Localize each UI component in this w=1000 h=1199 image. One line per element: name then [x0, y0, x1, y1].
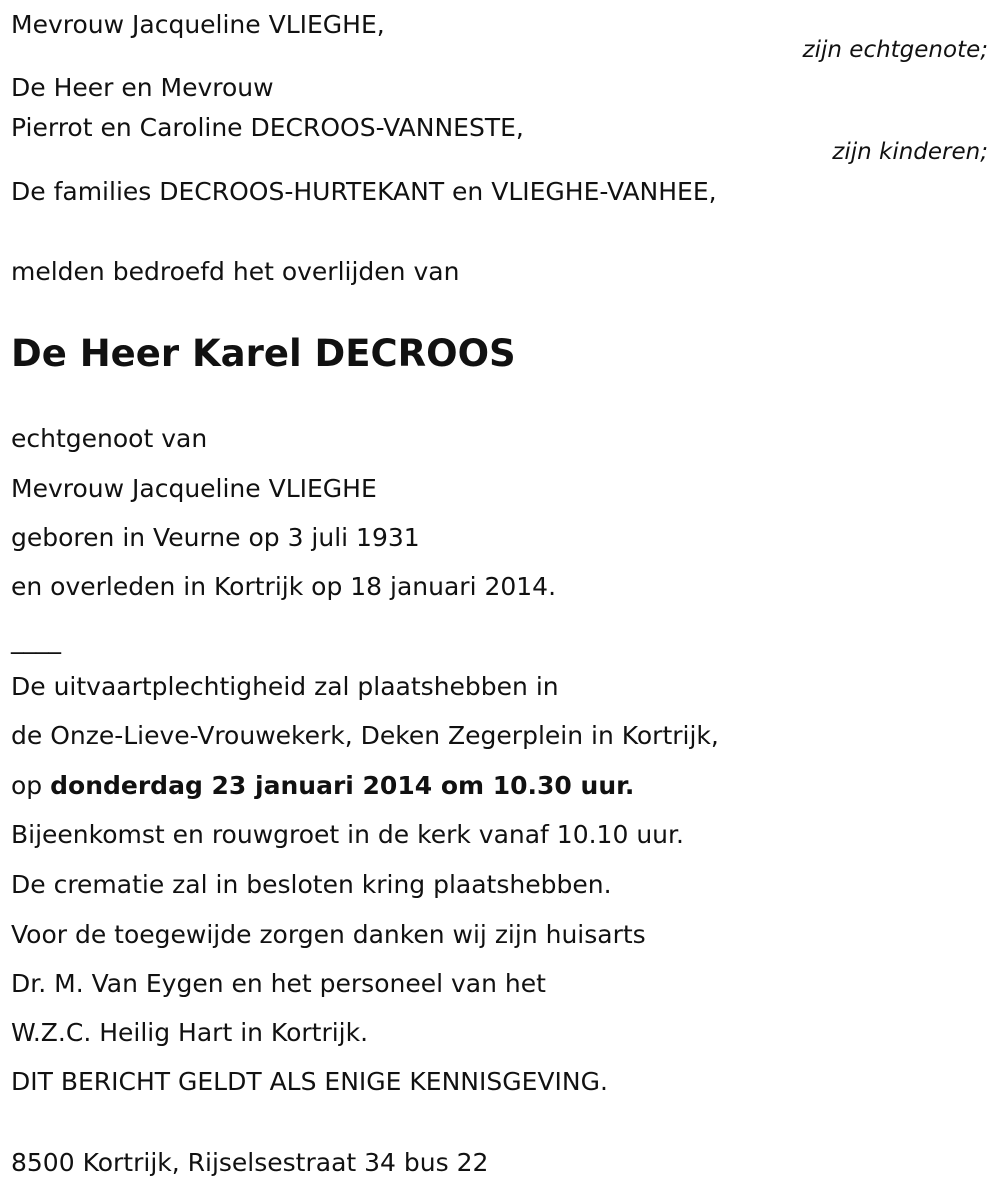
- children-role: zijn kinderen;: [832, 139, 988, 165]
- funeral-line-2: de Onze-Lieve-Vrouwekerk, Deken Zegerplein in Kortrijk,: [11, 721, 719, 750]
- families-line: De families DECROOS-HURTEKANT en VLIEGHE-VANHEE,: [11, 177, 717, 206]
- announcement-line: melden bedroefd het overlijden van: [11, 257, 460, 286]
- funeral-line-3: [11, 771, 634, 801]
- funeral-line-8: W.Z.C. Heilig Hart in Kortrijk.: [11, 1018, 369, 1047]
- address-line: 8500 Kortrijk, Rijselsestraat 34 bus 22: [11, 1148, 489, 1177]
- detail-line-3: geboren in Veurne op 3 juli 1931: [11, 523, 420, 552]
- spouse-line: Mevrouw Jacqueline VLIEGHE,: [11, 10, 385, 39]
- children-line-1: De Heer en Mevrouw: [11, 73, 274, 102]
- deceased-name: De Heer Karel DECROOS: [11, 332, 516, 375]
- funeral-line-6: Voor de toegewijde zorgen danken wij zijn huisarts: [11, 920, 646, 949]
- children-line-2: Pierrot en Caroline DECROOS-VANNESTE,: [11, 113, 524, 142]
- funeral-date-time: donderdag 23 januari 2014 om 10.30 uur.: [50, 771, 635, 800]
- funeral-line-7: Dr. M. Van Eygen en het personeel van het: [11, 969, 546, 998]
- funeral-line-9: DIT BERICHT GELDT ALS ENIGE KENNISGEVING.: [11, 1067, 608, 1096]
- detail-line-2: Mevrouw Jacqueline VLIEGHE: [11, 474, 377, 503]
- spouse-role: zijn echtgenote;: [802, 37, 988, 63]
- detail-line-4: en overleden in Kortrijk op 18 januari 2014.: [11, 572, 557, 601]
- funeral-line-5: De crematie zal in besloten kring plaatshebben.: [11, 870, 612, 899]
- detail-line-1: echtgenoot van: [11, 424, 208, 453]
- funeral-line-4: Bijeenkomst en rouwgroet in de kerk vanaf 10.10 uur.: [11, 820, 684, 849]
- funeral-line-3-prefix: op: [11, 771, 51, 800]
- funeral-line-1: De uitvaartplechtigheid zal plaatshebben in: [11, 672, 559, 701]
- separator: ____: [11, 625, 61, 654]
